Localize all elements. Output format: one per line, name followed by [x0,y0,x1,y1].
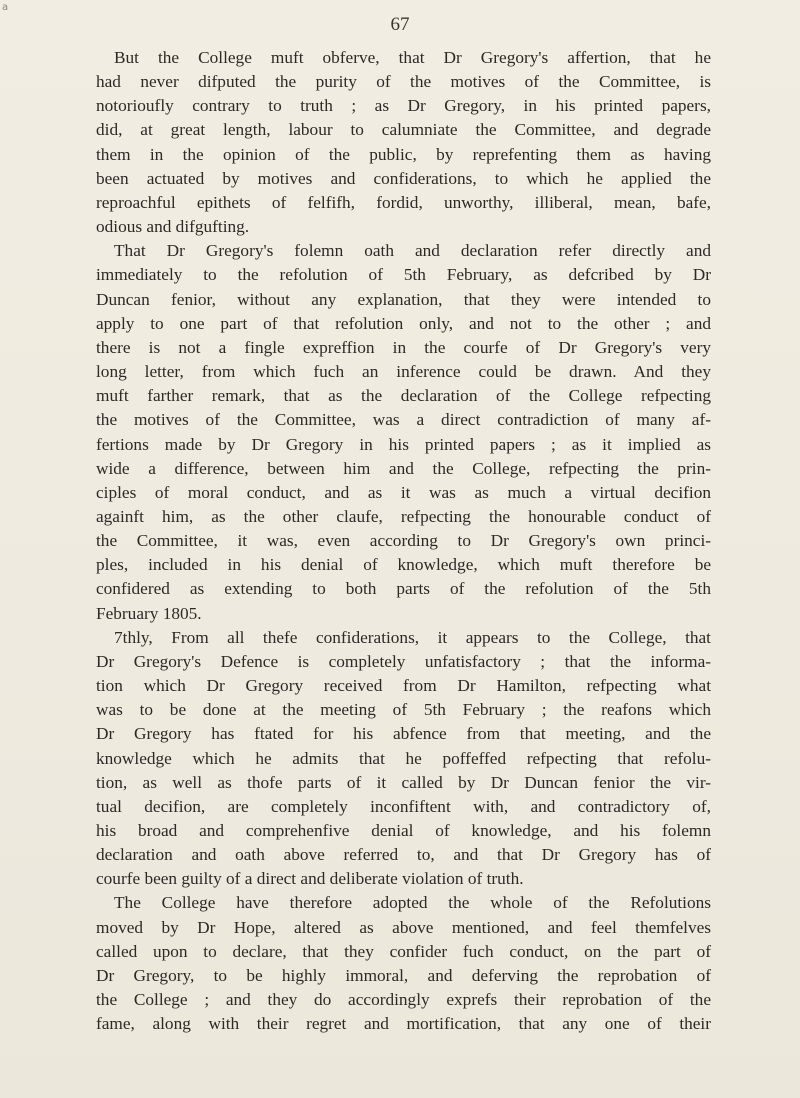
text-line: immediately to the refolution of 5th February, as defcribed by Dr [96,265,711,285]
text-line: did, at great length, labour to calumniate the Committee, and degrade [96,120,711,140]
text-line: notorioufly contrary to truth ; as Dr Gregory, in his printed papers, [96,96,711,116]
text-line: declaration and oath above referred to, and that Dr Gregory has of [96,845,711,865]
text-line: courfe been guilty of a direct and deliberate violation of truth. [96,869,524,889]
text-line: the motives of the Committee, was a direct contradiction of many af- [96,410,711,430]
text-line: reproachful epithets of felfifh, fordid, unworthy, illiberal, mean, bafe, [96,192,711,212]
page-number: 67 [390,14,410,35]
text-line: tion, as well as thofe parts of it called by Dr Duncan fenior the vir- [96,772,711,792]
text-line: February 1805. [96,603,202,623]
text-line: ciples of moral conduct, and as it was as much a virtual decifion [96,482,711,502]
text-line: Dr Gregory, to be highly immoral, and deferving the reprobation of [96,965,711,985]
text-line: muft farther remark, that as the declaration of the College refpecting [96,386,711,406]
text-line: fertions made by Dr Gregory in his printed papers ; as it implied as [96,434,711,454]
text-line: had never difputed the purity of the motives of the Committee, is [96,72,711,92]
text-line: The College have therefore adopted the whole of the Refolutions [114,893,711,913]
text-line: odious and difgufting. [96,217,250,237]
text-line: Duncan fenior, without any explanation, that they were intended to [96,289,711,309]
text-line: been actuated by motives and confiderations, to which he applied the [96,168,711,188]
text-line: againft him, as the other claufe, refpecting the honourable conduct of [96,506,711,526]
text-line: knowledge which he admits that he poffeffed refpecting that refolu- [96,748,711,768]
text-line: moved by Dr Hope, altered as above mentioned, and feel themfelves [96,917,711,937]
corner-mark: a [2,2,9,13]
text-line: them in the opinion of the public, by reprefenting them as having [96,144,711,164]
text-line: apply to one part of that refolution only, and not to the other ; and [96,313,711,333]
text-line: tual decifion, are completely inconfiftent with, and contradictory of, [96,796,711,816]
text-line: ples, included in his denial of knowledge, which muft therefore be [96,555,711,575]
text-line: 7thly, From all thefe confiderations, it appears to the College, that [114,627,711,647]
text-line: was to be done at the meeting of 5th February ; the reafons which [96,700,711,720]
text-line: tion which Dr Gregory received from Dr Hamilton, refpecting what [96,676,711,696]
text-line: But the College muft obferve, that Dr Gregory's affertion, that he [114,48,711,67]
text-line: fame, along with their regret and mortification, that any one of their [96,1014,711,1034]
text-line: That Dr Gregory's folemn oath and declaration refer directly and [114,241,711,261]
text-line: confidered as extending to both parts of the refolution of the 5th [96,579,711,599]
text-line: the College ; and they do accordingly exprefs their reprobation of the [96,990,711,1010]
text-line: his broad and comprehenfive denial of knowledge, and his folemn [96,821,711,840]
text-line: Dr Gregory's Defence is completely unfatisfactory ; that the informa- [96,651,711,671]
text-line: there is not a fingle expreffion in the courfe of Dr Gregory's very [96,337,711,357]
text-line: wide a difference, between him and the College, refpecting the prin- [96,458,711,478]
body-text [96,46,711,1036]
text-line: Dr Gregory has ftated for his abfence from that meeting, and the [96,724,711,744]
text-line: the Committee, it was, even according to Dr Gregory's own princi- [96,531,711,551]
text-line: called upon to declare, that they confider fuch conduct, on the part of [96,941,711,961]
text-line: long letter, from which fuch an inference could be drawn. And they [96,362,711,382]
